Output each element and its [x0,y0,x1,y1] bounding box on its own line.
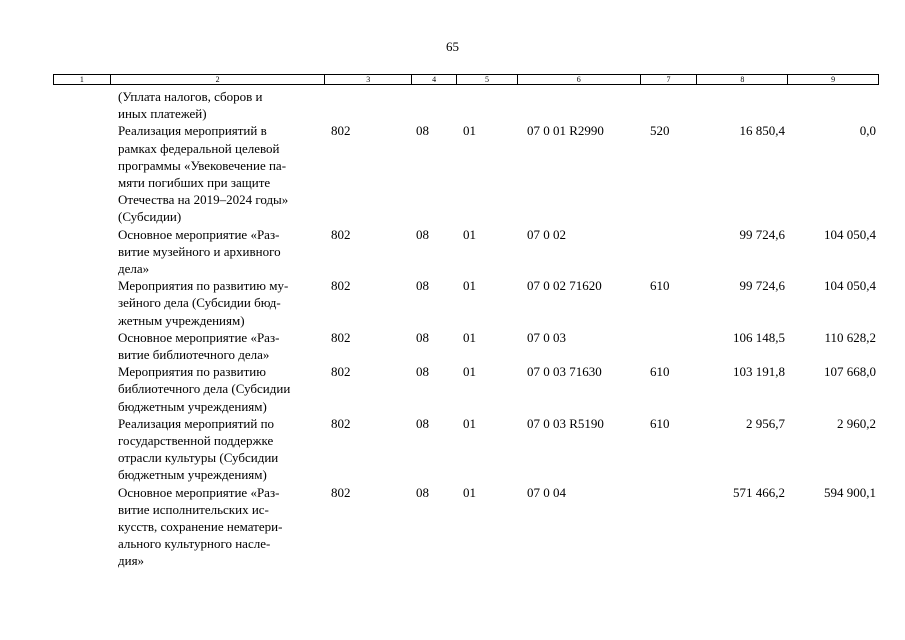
row-name-line: Реализация мероприятий в [118,123,267,139]
row-name-line: дела» [118,261,150,276]
row-name [118,363,323,415]
header-col-2: 2 [111,75,325,84]
cell-col-8: 99 724,6 [739,226,785,242]
cell-col-4: 08 [416,278,429,294]
cell-col-7: 520 [650,123,670,139]
row-name-line: витие библиотечного дела» [118,347,270,362]
header-col-7: 7 [641,75,698,84]
cell-col-4: 08 [416,226,429,242]
row-name-line: (Субсидии) [118,209,182,225]
cell-col-9: 110 628,2 [824,329,876,345]
row-name-line: жетным учреждениям) [118,312,245,328]
cell-col-9: 104 050,4 [824,278,876,294]
cell-col-5: 01 [463,415,476,431]
cell-col-6: 07 0 03 [527,329,566,345]
row-name-line: иных платежей) [118,106,207,122]
row-name-line: зейного дела (Субсидии бюд- [118,295,281,311]
row-name [118,88,323,122]
cell-col-9: 107 668,0 [824,364,876,380]
row-name-line: ального культурного насле- [118,536,271,552]
row-name-line: Основное мероприятие «Раз- [118,226,280,242]
cell-col-7: 610 [650,278,670,294]
cell-col-6: 07 0 03 71630 [527,364,602,380]
header-col-5: 5 [457,75,518,84]
cell-col-3: 802 [331,123,351,139]
row-name-line: Реализация мероприятий по [118,415,275,431]
cell-col-6: 07 0 02 71620 [527,278,602,294]
cell-col-7: 610 [650,364,670,380]
row-name [118,226,323,278]
row-name-line: витие музейного и архивного [118,243,281,259]
cell-col-6: 07 0 04 [527,484,566,500]
cell-col-3: 802 [331,364,351,380]
cell-col-3: 802 [331,278,351,294]
row-name [118,415,323,484]
row-name-line: отрасли культуры (Субсидии [118,450,279,466]
row-name-line: дия» [118,553,145,569]
cell-col-4: 08 [416,484,429,500]
row-name-line: Основное мероприятие «Раз- [118,329,280,345]
cell-col-4: 08 [416,123,429,139]
header-col-8: 8 [697,75,788,84]
header-col-6: 6 [518,75,641,84]
row-name [118,277,323,329]
row-name-line: библиотечного дела (Субсидии [118,381,291,397]
header-col-4: 4 [412,75,457,84]
cell-col-6: 07 0 01 R2990 [527,123,604,139]
row-name-line: (Уплата налогов, сборов и [118,89,263,104]
row-name-line: Мероприятия по развитию му- [118,278,289,294]
row-name [118,484,323,570]
cell-col-7: 610 [650,415,670,431]
cell-col-4: 08 [416,364,429,380]
header-col-1: 1 [54,75,111,84]
cell-col-8: 2 956,7 [746,415,785,431]
cell-col-8: 571 466,2 [733,484,785,500]
row-name-line: бюджетным учреждениям) [118,398,267,414]
row-name-line: государственной поддержке [118,433,274,448]
row-name-line: Основное мероприятие «Раз- [118,484,280,500]
header-col-3: 3 [325,75,412,84]
header-col-9: 9 [831,75,836,84]
cell-col-9: 104 050,4 [824,226,876,242]
cell-col-5: 01 [463,226,476,242]
cell-col-3: 802 [331,226,351,242]
cell-col-5: 01 [463,278,476,294]
cell-col-3: 802 [331,415,351,431]
cell-col-6: 07 0 02 [527,226,566,242]
row-name [118,329,323,363]
cell-col-3: 802 [331,484,351,500]
row-name-line: бюджетным учреждениям) [118,467,267,483]
cell-col-5: 01 [463,123,476,139]
row-name-line: витие исполнительских ис- [118,501,269,517]
cell-col-8: 103 191,8 [733,364,785,380]
cell-col-8: 106 148,5 [733,329,785,345]
cell-col-4: 08 [416,329,429,345]
row-name-line: Мероприятия по развитию [118,364,266,380]
cell-col-9: 2 960,2 [837,415,876,431]
cell-col-5: 01 [463,484,476,500]
table-header-row [53,74,879,85]
row-name-line: рамках федеральной целевой [118,140,280,156]
row-name-line: программы «Увековечение па- [118,157,287,173]
cell-col-5: 01 [463,364,476,380]
cell-col-4: 08 [416,415,429,431]
cell-col-9: 594 900,1 [824,484,876,500]
cell-col-6: 07 0 03 R5190 [527,415,604,431]
row-name-line: Отечества на 2019–2024 годы» [118,192,289,208]
row-name [118,122,323,225]
row-name-line: мяти погибших при защите [118,175,271,190]
cell-col-5: 01 [463,329,476,345]
page-number: 65 [446,39,459,54]
row-name-line: кусств, сохранение нематери- [118,519,283,534]
cell-col-3: 802 [331,329,351,345]
cell-col-9: 0,0 [859,123,876,139]
cell-col-8: 16 850,4 [739,123,785,139]
cell-col-8: 99 724,6 [739,278,785,294]
